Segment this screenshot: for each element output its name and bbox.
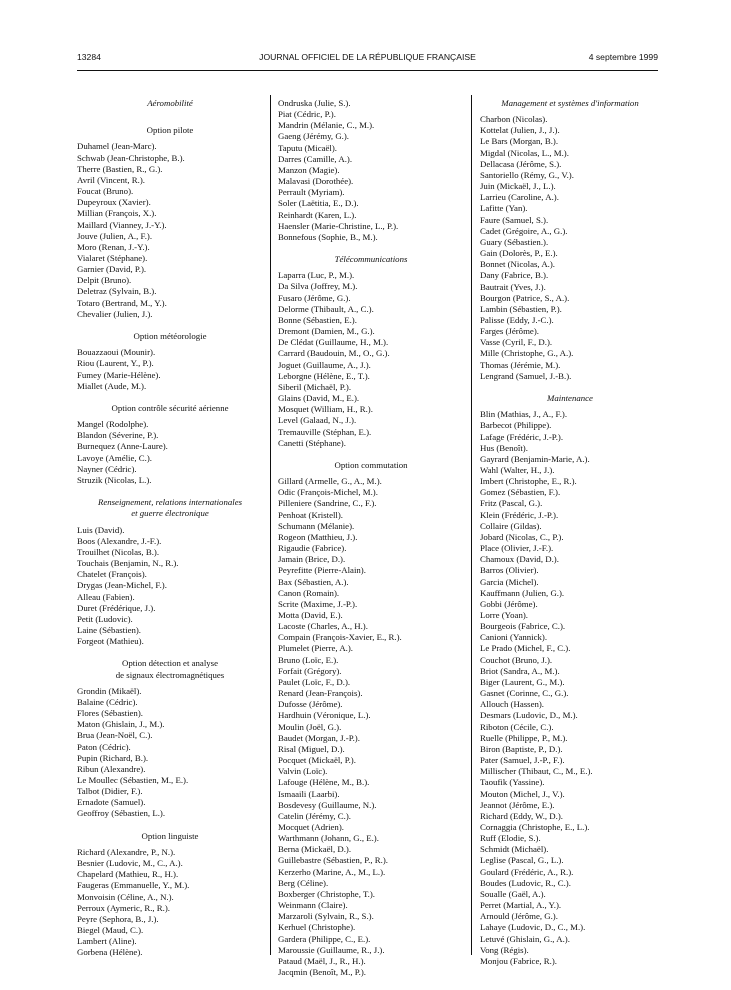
name-entry: Ribun (Alexandre). bbox=[77, 763, 146, 774]
page-header bbox=[77, 50, 658, 64]
name-entry: Motta (David, E.). bbox=[278, 610, 343, 620]
name-entry: Pocquet (Mickaël, P.). bbox=[278, 755, 356, 766]
page-number: 13284 bbox=[77, 52, 101, 62]
name-entry: Guillebastre (Sébastien, P., R.). bbox=[278, 855, 388, 866]
name-entry: Vasse (Cyril, F., D.). bbox=[480, 337, 553, 348]
name-entry: Richard (Alexandre, P., N.). bbox=[77, 846, 176, 857]
name-entry: Boos (Alexandre, J.-F.). bbox=[77, 535, 162, 546]
name-entry: Piat (Cédric, P.). bbox=[278, 109, 336, 120]
name-entry: Maillard (Vianney, J.-Y.). bbox=[77, 219, 167, 230]
name-entry: Place (Olivier, J.-F.). bbox=[480, 543, 554, 554]
name-entry: Renard (Jean-François). bbox=[278, 688, 363, 699]
section-heading: Option détection et analyse bbox=[121, 658, 218, 669]
name-entry: Hardhuin (Véronique, L.). bbox=[278, 710, 371, 721]
name-entry: Ondruska (Julie, S.). bbox=[278, 98, 351, 108]
name-entry: Dremont (Damien, M., G.). bbox=[278, 326, 375, 337]
name-entry: Chatelet (François). bbox=[77, 569, 147, 580]
name-entry: Forgeot (Mathieu). bbox=[77, 636, 144, 647]
name-entry: Biger (Laurent, G., M.). bbox=[480, 676, 565, 687]
name-entry: Cadet (Grégoire, A., G.). bbox=[480, 225, 568, 236]
name-entry: Deletraz (Sylvain, B.). bbox=[77, 286, 157, 297]
name-entry: Ismaaili (Laarbi). bbox=[278, 788, 340, 799]
name-entry: Penhoat (Kristell). bbox=[278, 509, 343, 520]
name-entry: Catelin (Jérémy, C.). bbox=[278, 810, 351, 821]
name-entry: Besnier (Ludovic, M., C., A.). bbox=[77, 858, 183, 869]
name-entry: Soualle (Gaël, A.). bbox=[480, 888, 546, 899]
name-entry: Gardera (Philippe, C., E.). bbox=[278, 933, 371, 944]
section-spacer bbox=[77, 647, 263, 658]
name-entry: Lacoste (Charles, A., H.). bbox=[278, 621, 368, 632]
name-entry: Duret (Frédérique, J.). bbox=[77, 602, 156, 613]
name-entry: Duhamel (Jean-Marc). bbox=[77, 141, 157, 152]
section-spacer bbox=[77, 486, 263, 497]
section-spacer bbox=[77, 320, 263, 331]
name-entry: Peyrefitte (Pierre-Alain). bbox=[278, 565, 366, 576]
name-entry: Peyre (Sephora, B., J.). bbox=[77, 913, 159, 924]
name-entry: Laparra (Luc, P., M.). bbox=[278, 270, 355, 281]
name-entry: Kauffmann (Julien, G.). bbox=[480, 587, 565, 598]
header-rule bbox=[77, 70, 658, 71]
name-entry: Gayrard (Benjamin-Marie, A.). bbox=[480, 453, 590, 464]
name-entry: Siberil (Michaël, P.). bbox=[278, 381, 352, 392]
name-entry: Drygas (Jean-Michel, F.). bbox=[77, 580, 167, 591]
name-entry: Lafage (Frédéric, J.-P.). bbox=[480, 431, 564, 442]
name-entry: Larrieu (Caroline, A.). bbox=[480, 192, 559, 203]
name-entry: Kottelat (Julien, J., J.). bbox=[480, 125, 560, 136]
section-heading: Option linguiste bbox=[141, 830, 199, 841]
name-entry: Chapelard (Mathieu, R., H.). bbox=[77, 869, 179, 880]
name-entry: Struzik (Nicolas, L.). bbox=[77, 474, 152, 485]
name-entry: Lambin (Sébastien, P.). bbox=[480, 303, 562, 314]
name-entry: Chevalier (Julien, J.). bbox=[77, 308, 153, 319]
name-entry: Kerhuel (Christophe). bbox=[278, 922, 356, 933]
name-entry: Mille (Christophe, G., A.). bbox=[480, 348, 574, 359]
name-entry: Dupeyroux (Xavier). bbox=[77, 197, 151, 208]
name-entry: Laine (Sébastien). bbox=[77, 624, 141, 635]
name-entry: Jamain (Brice, D.). bbox=[278, 554, 346, 565]
name-entry: Miallet (Aude, M.). bbox=[77, 380, 147, 391]
name-entry: Canetti (Stéphane). bbox=[278, 437, 346, 448]
name-entry: De Clédat (Guillaume, H., M.). bbox=[278, 337, 389, 348]
name-entry: Warthmann (Johann, G., E.). bbox=[278, 833, 379, 844]
name-entry: Juin (Mickaël, J., L.). bbox=[480, 181, 556, 192]
name-entry: Bonnet (Nicolas, A.). bbox=[480, 259, 556, 270]
name-entry: Barbecot (Philippe). bbox=[480, 420, 552, 431]
name-entry: Jeannot (Jérôme, E.). bbox=[480, 799, 555, 810]
name-entry: Taputu (Micaël). bbox=[278, 142, 337, 153]
name-entry: Jouve (Julien, A., F.). bbox=[77, 230, 153, 241]
name-entry: Haensler (Marie-Christine, L., P.). bbox=[278, 220, 399, 231]
name-entry: Bonnefous (Sophie, B., M.). bbox=[278, 231, 378, 242]
name-entry: Jobard (Nicolas, C., P.). bbox=[480, 531, 564, 542]
name-entry: Dufosse (Jérôme). bbox=[278, 699, 343, 710]
name-entry: Paulet (Loïc, F., D.). bbox=[278, 676, 351, 687]
name-entry: Lahaye (Ludovic, D., C., M.). bbox=[480, 922, 586, 933]
name-entry: Gorbena (Hélène). bbox=[77, 947, 143, 958]
name-entry: Garcia (Michel). bbox=[480, 576, 539, 587]
name-entry: Riou (Laurent, Y., P.). bbox=[77, 358, 154, 369]
name-entry: Le Prado (Michel, F., C.). bbox=[480, 643, 571, 654]
name-entry: Carrard (Baudouin, M., O., G.). bbox=[278, 348, 390, 359]
name-entry: Malavasi (Dorothée). bbox=[278, 176, 354, 187]
name-entry: Schmidt (Michaël). bbox=[480, 844, 549, 855]
name-entry: Faure (Samuel, S.). bbox=[480, 214, 549, 225]
section-spacer bbox=[278, 243, 464, 254]
name-entry: Biegel (Maud, C.). bbox=[77, 925, 144, 935]
name-entry: Canon (Romain). bbox=[278, 587, 340, 598]
name-entry: Mocquet (Adrien). bbox=[278, 821, 344, 832]
name-entry: Gaeng (Jérémy, G.). bbox=[278, 131, 349, 142]
section-spacer bbox=[77, 114, 263, 125]
name-entry: Risal (Miguel, D.). bbox=[278, 743, 345, 754]
name-entry: Moulin (Joël, G.). bbox=[278, 721, 342, 732]
name-entry: Maton (Ghislain, J., M.). bbox=[77, 719, 165, 730]
section-heading: Maintenance bbox=[547, 393, 593, 404]
name-entry: Fritz (Pascal, G.). bbox=[480, 498, 543, 509]
name-entry: Le Bars (Morgan, B.). bbox=[480, 136, 559, 147]
name-entry: Desmars (Ludovic, D., M.). bbox=[480, 710, 578, 721]
name-entry: Canioni (Yannick). bbox=[480, 632, 548, 643]
name-entry: Wahl (Walter, H., J.). bbox=[480, 464, 555, 475]
name-entry: Bourgeois (Fabrice, C.). bbox=[480, 621, 566, 632]
journal-title: JOURNAL OFFICIEL DE LA RÉPUBLIQUE FRANÇAISE bbox=[259, 52, 476, 62]
name-entry: Delorme (Thibault, A., C.). bbox=[278, 303, 374, 314]
name-entry: Arnould (Jérôme, G.). bbox=[480, 911, 558, 922]
name-entry: Bourgon (Patrice, S., A.). bbox=[480, 292, 570, 303]
name-entry: Marzaroli (Sylvain, R., S.). bbox=[278, 911, 374, 922]
section-heading: Option commutation bbox=[334, 459, 408, 470]
name-entry: Tremauville (Stéphan, E.). bbox=[278, 426, 372, 437]
name-entry: Gasnet (Corinne, C., G.). bbox=[480, 688, 569, 699]
name-entry: Letuvé (Ghislain, G., A.). bbox=[480, 933, 570, 944]
name-entry: Couchot (Bruno, J.). bbox=[480, 654, 553, 665]
name-entry: Bax (Sébastien, A.). bbox=[278, 576, 349, 587]
name-entry: Collaire (Gildas). bbox=[480, 520, 542, 531]
section-heading: Télécommunications bbox=[334, 254, 408, 265]
section-heading-line-2: de signaux électromagnétiques bbox=[115, 669, 225, 680]
name-entry: Joguet (Guillaume, A., J.). bbox=[278, 359, 371, 370]
name-entry: Lambert (Aline). bbox=[77, 936, 137, 947]
section-heading: Option météorologie bbox=[133, 331, 207, 342]
name-entry: Bosdevesy (Guillaume, N.). bbox=[278, 799, 377, 810]
name-entry: Burnequez (Anne-Laure). bbox=[77, 441, 168, 452]
section-heading: Option pilote bbox=[146, 125, 194, 136]
name-entry: Manzon (Magie). bbox=[278, 164, 340, 175]
name-entry: Millischer (Thibaut, C., M., E.). bbox=[480, 766, 593, 777]
name-entry: Maroussie (Guillaume, R., J.). bbox=[278, 944, 385, 955]
name-entry: Level (Galaad, N., J.). bbox=[278, 415, 357, 426]
name-entry: Klein (Frédéric, J.-P.). bbox=[480, 509, 559, 520]
name-entry: Da Silva (Joffrey, M.). bbox=[278, 281, 358, 292]
name-entry: Chamoux (David, D.). bbox=[480, 554, 559, 565]
name-entry: Leglise (Pascal, G., L.). bbox=[480, 855, 564, 866]
issue-date: 4 septembre 1999 bbox=[588, 52, 658, 62]
name-entry: Touchais (Benjamin, N., R.). bbox=[77, 558, 179, 569]
section-heading: Management et systèmes d'information bbox=[501, 98, 639, 108]
column-3 bbox=[480, 98, 660, 967]
name-entry: Avril (Vincent, R.). bbox=[77, 174, 145, 185]
name-entry: Gillard (Armelle, G., A., M.). bbox=[278, 476, 382, 487]
name-entry: Blandon (Séverine, P.). bbox=[77, 430, 159, 441]
section-heading: Aéromobilité bbox=[147, 98, 193, 108]
name-entry: Ruff (Elodie, S.). bbox=[480, 833, 541, 844]
name-entry: Ernadote (Samuel). bbox=[77, 797, 146, 808]
name-entry: Bonne (Sébastien, E.). bbox=[278, 314, 357, 325]
name-entry: Berna (Mickaël, D.). bbox=[278, 844, 352, 855]
name-entry: Mouton (Michel, J., V.). bbox=[480, 788, 565, 799]
name-entry: Rogeon (Matthieu, J.). bbox=[278, 531, 358, 542]
name-entry: Pataud (Maël, J., R., H.). bbox=[278, 955, 366, 966]
name-entry: Garnier (David, P.). bbox=[77, 264, 147, 275]
name-entry: Millian (François, X.). bbox=[77, 208, 157, 219]
name-entry: Grondin (Mikaël). bbox=[77, 685, 142, 696]
name-entry: Thomas (Jérémie, M.). bbox=[480, 359, 561, 370]
name-entry: Fumey (Marie-Hélène). bbox=[77, 369, 161, 380]
name-entry: Foucat (Bruno). bbox=[77, 186, 134, 197]
name-entry: Biron (Baptiste, P., D.). bbox=[480, 743, 563, 754]
name-entry: Balaine (Cédric). bbox=[77, 696, 138, 707]
name-entry: Paton (Cédric). bbox=[77, 741, 131, 752]
name-entry: Santoriello (Rémy, G., V.). bbox=[480, 169, 574, 180]
name-entry: Richard (Eddy, W., D.). bbox=[480, 810, 563, 821]
name-entry: Imbert (Christophe, E., R.). bbox=[480, 476, 577, 487]
name-entry: Berg (Céline). bbox=[278, 877, 329, 888]
name-entry: Pupin (Richard, B.). bbox=[77, 752, 149, 763]
name-entry: Mandrin (Mélanie, C., M.). bbox=[278, 120, 375, 131]
name-entry: Cornaggia (Christophe, E., L.). bbox=[480, 821, 590, 832]
name-entry: Moro (Renan, J.-Y.). bbox=[77, 241, 150, 252]
name-entry: Vialaret (Stéphane). bbox=[77, 253, 148, 264]
name-entry: Scrite (Maxime, J.-P.). bbox=[278, 598, 358, 609]
name-entry: Nayner (Cédric). bbox=[77, 463, 137, 474]
name-entry: Guary (Sébastien.). bbox=[480, 236, 549, 247]
name-entry: Goulard (Frédéric, A., R.). bbox=[480, 866, 574, 877]
section-heading: Option contrôle sécurité aérienne bbox=[111, 403, 229, 414]
name-entry: Therre (Bastien, R., G.). bbox=[77, 163, 163, 174]
name-entry: Rigaudie (Fabrice). bbox=[278, 543, 347, 554]
name-entry: Brua (Jean-Noël, C.). bbox=[77, 730, 153, 741]
name-entry: Fusaro (Jérôme, G.). bbox=[278, 292, 351, 303]
section-heading-line-2: et guerre électronique bbox=[131, 508, 209, 519]
name-entry: Allouch (Hassen). bbox=[480, 699, 545, 710]
name-entry: Luis (David). bbox=[77, 524, 125, 535]
name-entry: Perret (Martial, A., Y.). bbox=[480, 900, 562, 911]
name-entry: Kerzerho (Marine, A., M., L.). bbox=[278, 866, 386, 877]
name-entry: Le Moullec (Sébastien, M., E.). bbox=[77, 774, 189, 785]
name-entry: Lavoye (Amélie, C.). bbox=[77, 452, 152, 463]
section-spacer bbox=[480, 382, 660, 393]
name-entry: Dellacasa (Jérôme, S.). bbox=[480, 158, 562, 169]
name-entry: Delpit (Bruno). bbox=[77, 275, 132, 286]
name-entry: Reinhardt (Karen, L.). bbox=[278, 209, 357, 220]
name-entry: Migdal (Nicolas, L., M.). bbox=[480, 147, 569, 158]
name-entry: Baudet (Morgan, J.-P.). bbox=[278, 732, 360, 743]
name-entry: Geoffroy (Sébastien, L.). bbox=[77, 808, 166, 819]
column-2 bbox=[278, 98, 464, 978]
name-entry: Blin (Mathias, J., A., F.). bbox=[480, 409, 568, 420]
name-entry: Monjou (Fabrice, R.). bbox=[480, 955, 557, 966]
name-entry: Faugeras (Emmanuelle, Y., M.). bbox=[77, 880, 190, 891]
name-entry: Trouilhet (Nicolas, B.). bbox=[77, 546, 160, 557]
name-entry: Hus (Benoît). bbox=[480, 442, 528, 453]
name-entry: Ruelle (Philippe, P., M.). bbox=[480, 732, 568, 743]
name-entry: Darres (Camille, A.). bbox=[278, 153, 353, 164]
section-heading: Renseignement, relations internationales bbox=[97, 497, 243, 508]
name-entry: Palisse (Eddy, J.-C.). bbox=[480, 314, 554, 325]
name-entry: Perroux (Aymeric, R., R.). bbox=[77, 902, 171, 913]
name-entry: Totaro (Bertrand, M., Y.). bbox=[77, 297, 167, 308]
name-entry: Charbon (Nicolas). bbox=[480, 114, 548, 125]
section-spacer bbox=[278, 449, 464, 460]
name-entry: Boudes (Ludovic, R., C.). bbox=[480, 877, 571, 888]
column-divider bbox=[471, 95, 472, 955]
name-entry: Odic (François-Michel, M.). bbox=[278, 487, 378, 498]
name-entry: Boxberger (Christophe, T.). bbox=[278, 888, 375, 899]
column-divider bbox=[270, 95, 271, 955]
name-entry: Vong (Régis). bbox=[480, 944, 529, 955]
name-entry: Flores (Sébastien). bbox=[77, 708, 143, 719]
name-entry: Lafouge (Hélène, M., B.). bbox=[278, 777, 370, 788]
name-entry: Bautrait (Yves, J.). bbox=[480, 281, 546, 292]
name-entry: Soler (Laëtitia, E., D.). bbox=[278, 198, 359, 209]
name-entry: Barros (Olivier). bbox=[480, 565, 539, 576]
name-entry: Lengrand (Samuel, J.-B.). bbox=[480, 370, 572, 381]
section-spacer bbox=[77, 820, 263, 831]
name-entry: Perrault (Myriam). bbox=[278, 187, 345, 198]
name-entry: Taoufik (Yassine). bbox=[480, 777, 545, 788]
name-entry: Farges (Jérôme). bbox=[480, 326, 539, 337]
name-entry: Gomez (Sébastien, F.). bbox=[480, 487, 561, 498]
name-entry: Valvin (Loïc). bbox=[278, 766, 328, 777]
name-entry: Compain (François-Xavier, E., R.). bbox=[278, 632, 402, 643]
name-entry: Dany (Fabrice, B.). bbox=[480, 270, 549, 281]
name-entry: Gobbi (Jérôme). bbox=[480, 598, 538, 609]
section-spacer bbox=[77, 392, 263, 403]
name-entry: Pilleniere (Sandrine, C., F.). bbox=[278, 498, 377, 509]
name-entry: Talbot (Didier, F.). bbox=[77, 786, 143, 797]
column-1 bbox=[77, 98, 263, 958]
name-entry: Leborgne (Hélène, E., T.). bbox=[278, 370, 370, 381]
name-entry: Mangel (Rodolphe). bbox=[77, 419, 149, 430]
name-entry: Forfait (Grégory). bbox=[278, 665, 342, 676]
name-entry: Riboton (Cécile, C.). bbox=[480, 721, 554, 732]
name-entry: Alleau (Fabien). bbox=[77, 591, 135, 602]
name-entry: Plumelet (Pierre, A.). bbox=[278, 643, 354, 654]
name-entry: Weinmann (Claire). bbox=[278, 900, 348, 911]
name-entry: Monvoisin (Céline, A., N.). bbox=[77, 891, 174, 902]
name-entry: Schwab (Jean-Christophe, B.). bbox=[77, 152, 185, 163]
name-entry: Gain (Dolorès, P., E.). bbox=[480, 248, 558, 259]
name-entry: Jacqmin (Benoît, M., P.). bbox=[278, 967, 366, 977]
name-entry: Bouazzaoui (Mounir). bbox=[77, 347, 156, 358]
name-entry: Mosquet (William, H., R.). bbox=[278, 404, 373, 415]
name-entry: Pater (Samuel, J.-P., F.). bbox=[480, 755, 565, 766]
name-entry: Bruno (Loïc, E.). bbox=[278, 654, 339, 665]
name-entry: Petit (Ludovic). bbox=[77, 613, 133, 624]
name-entry: Schumann (Mélanie). bbox=[278, 520, 355, 531]
name-entry: Lorre (Yoan). bbox=[480, 610, 528, 621]
name-entry: Lafitte (Yan). bbox=[480, 203, 528, 214]
name-entry: Briot (Sandra, A., M.). bbox=[480, 665, 560, 676]
name-entry: Glains (David, M., E.). bbox=[278, 393, 360, 404]
